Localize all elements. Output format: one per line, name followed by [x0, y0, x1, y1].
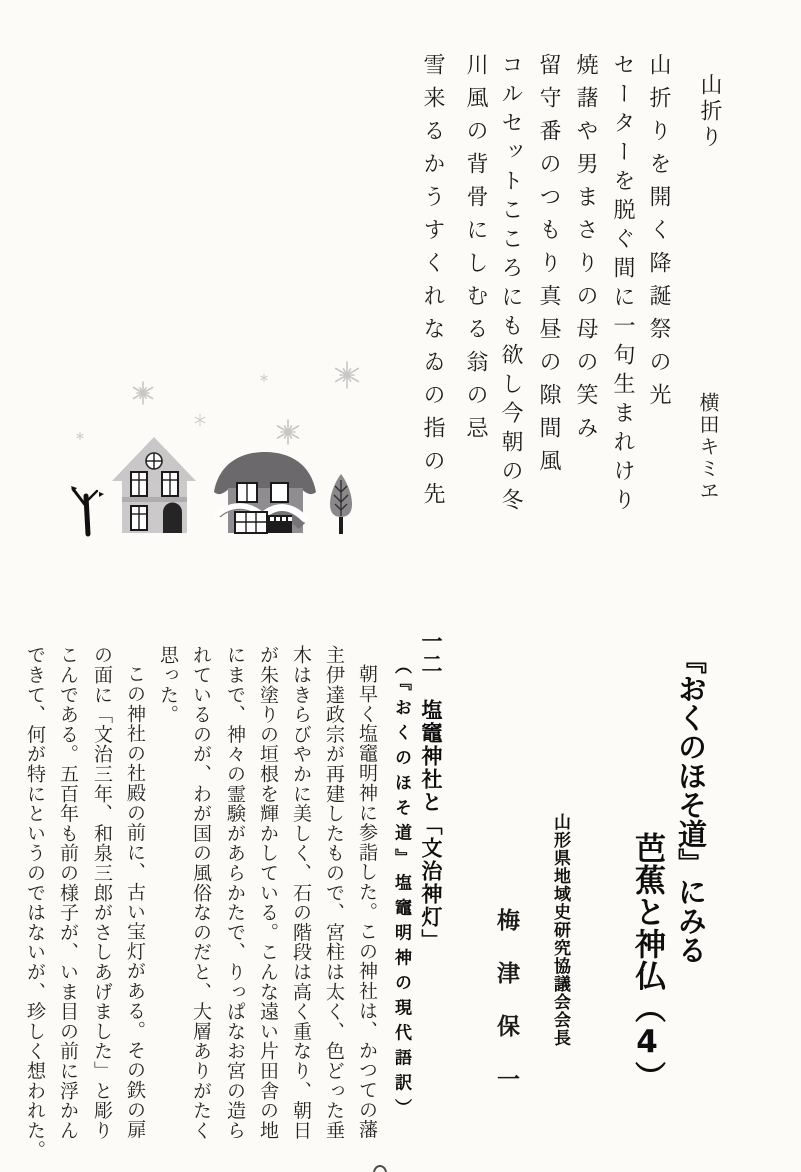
haiku-poem: 山折りを開く降誕祭の光 [646, 53, 671, 416]
dark-house-icon [214, 452, 316, 533]
article-body-column: こんである。五百年も前の様子が、いま目の前に浮かん [57, 645, 79, 1140]
article-body-column: 思った。 [157, 645, 179, 725]
snowflake-icon [261, 374, 268, 382]
article-body-column: 木はきらびやかに美しく、石の階段は高く重なり、朝日 [290, 645, 312, 1140]
snowflake-icon [133, 382, 152, 404]
page-number-partial [373, 1165, 387, 1172]
paren-open: （ [629, 992, 665, 1024]
article-body-column: が朱塗りの垣根を輝かしている。こんな遠い片田舎の地 [257, 645, 279, 1140]
paren-close: ） [629, 1061, 665, 1093]
snowflake-icon [278, 420, 299, 444]
section-subheading: （『おくのほそ道』塩竈明神の現代語訳） [391, 657, 411, 1124]
haiku-section-title: 山折り [697, 73, 722, 151]
small-tree-icon [330, 474, 352, 534]
haiku-poem: コルセットこころにも欲し今朝の冬 [498, 53, 523, 517]
article-body-column: にまで、神々の霊験があらかたで、りっぱなお宮の造ら [224, 645, 246, 1140]
article-author-role: 山形県地域史研究協議会会長 [550, 813, 570, 1047]
snowflake-icon [77, 432, 84, 440]
article-body-column: 主伊達政宗が再建したもので、宮柱は太く、色どった垂 [323, 645, 345, 1140]
winter-houses-illustration [42, 356, 362, 541]
article-title-main: 『おくのほそ道』にみる [674, 645, 708, 964]
haiku-poem: 川風の背骨にしむる翁の忌 [463, 53, 488, 449]
haiku-poem: セーターを脱ぐ間に一句生まれけり [610, 53, 635, 517]
haiku-poem: 雪来るかうすくれなゐの指の先 [420, 53, 445, 515]
article-body-column: 朝早く塩竈明神に参詣した。この神社は、かつての藩 [356, 664, 378, 1140]
haiku-author: 横田キミヱ [696, 392, 720, 502]
article-body-column: れているのが、わが国の風俗なのだと、大層ありがたく [190, 645, 212, 1140]
snowflake-icon [195, 414, 205, 426]
bare-tree-icon [71, 486, 104, 534]
article-body-column: この神社の社殿の前に、古い宝灯がある。その鉄の扉 [124, 664, 146, 1140]
haiku-poem: 留守番のつもり真昼の隙間風 [536, 53, 561, 482]
light-house-icon [112, 437, 196, 533]
snowflake-icon [336, 362, 359, 388]
article-author-name: 梅津保一 [493, 908, 520, 1120]
article-body-column: の面に「文治三年、和泉三郎がさしあげました」と彫り [91, 645, 113, 1140]
article-title-sub [629, 832, 665, 1093]
article-part-number: 4 [629, 1024, 665, 1061]
article-body-column: できて、何が特にというのではないが、珍しく想われた。 [24, 645, 46, 1160]
haiku-poem: 焼藷や男まさりの母の笑み [573, 53, 598, 449]
article-title-sub-text: 芭蕉と神仏 [629, 832, 665, 992]
section-heading: 一二 塩竈神社と「文治神灯」 [419, 630, 443, 952]
